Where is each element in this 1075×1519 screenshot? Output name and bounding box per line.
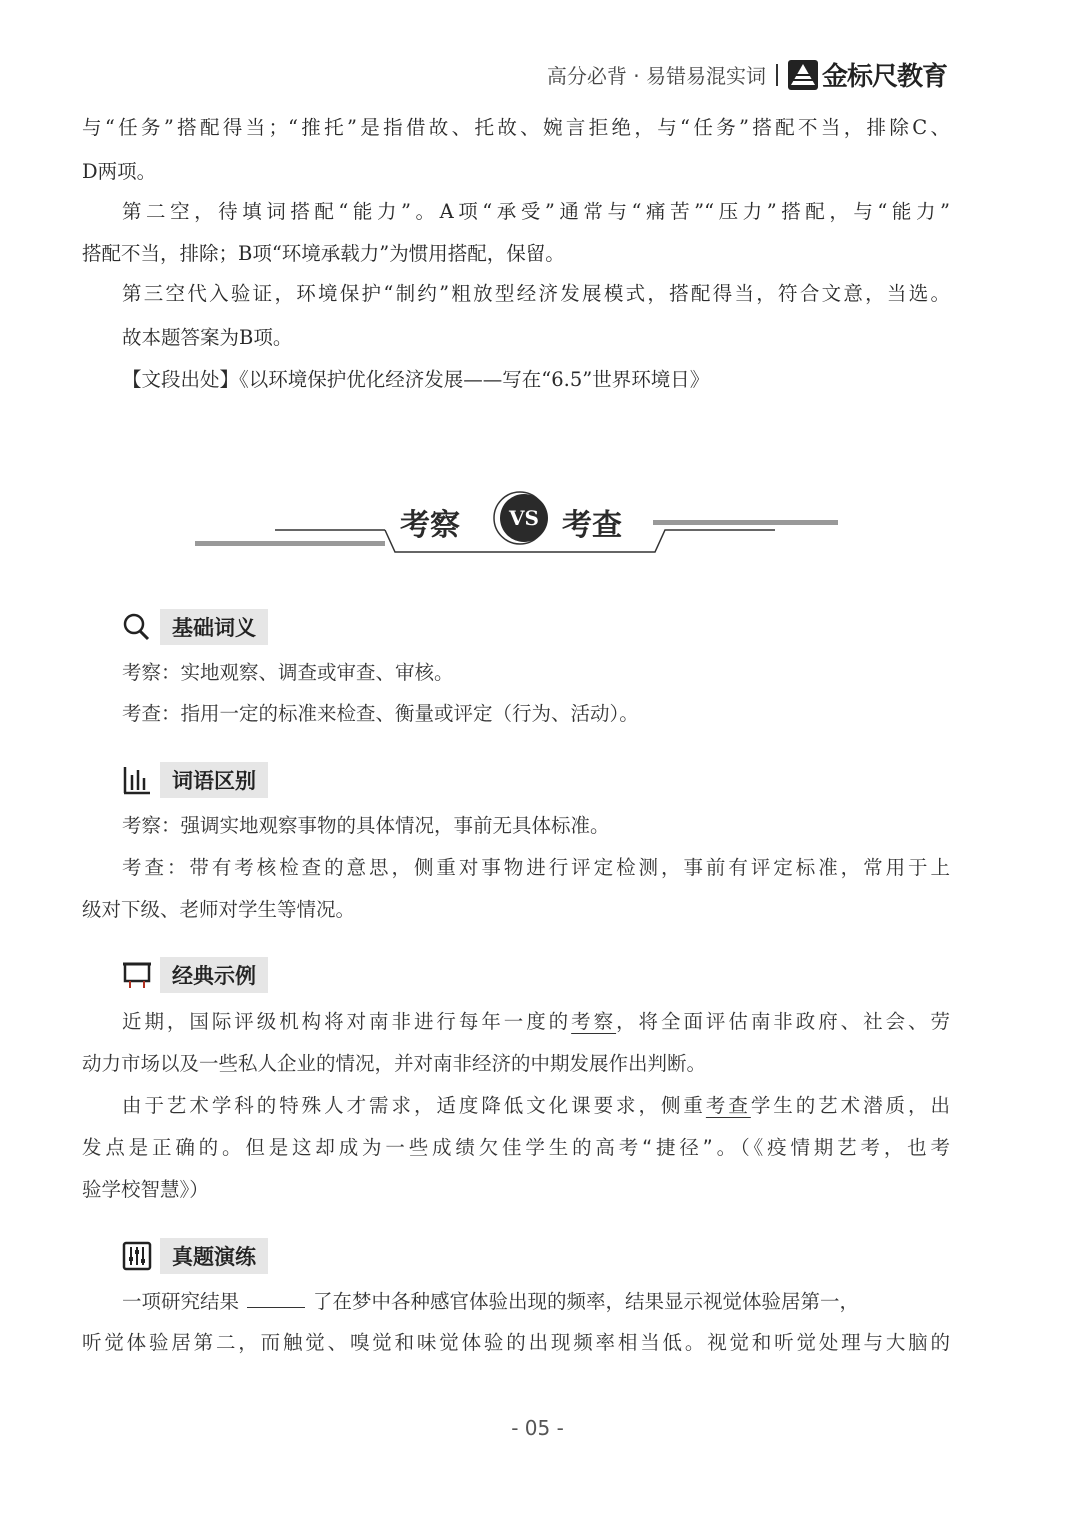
- section-title: 经典示例: [160, 957, 268, 993]
- answer-p2-line2: 搭配不当，排除；B项“环境承载力”为惯用搭配，保留。: [82, 242, 565, 265]
- difference-line-3: 级对下级、老师对学生等情况。: [82, 898, 356, 921]
- example-1-line-2: 动力市场以及一些私人企业的情况，并对南非经济的中期发展作出判断。: [82, 1052, 707, 1075]
- magnifier-icon: [122, 612, 152, 642]
- example-2-line-2: 发点是正确的。但是这却成为一些成绩欠佳学生的高考“捷径”。（《疫情期艺考，也考: [82, 1136, 950, 1159]
- section-heading-examples: [122, 957, 268, 993]
- section-heading-meaning: [122, 609, 268, 645]
- practice-line-1: [122, 1289, 950, 1315]
- example-1-line-1: [122, 1009, 950, 1035]
- section-title: 基础词义: [160, 609, 268, 645]
- underlined-term: 考查: [705, 1094, 751, 1117]
- text: 近期，国际评级机构将对南非进行每年一度的: [122, 1010, 572, 1033]
- section-heading-difference: [122, 762, 268, 798]
- underlined-term: 考察: [571, 1010, 617, 1033]
- difference-line-1: 考察：强调实地观察事物的具体情况，事前无具体标准。: [122, 814, 610, 837]
- text: 由于艺术学科的特殊人才需求，适度降低文化课要求，侧重: [122, 1094, 706, 1117]
- difference-line-2: 考查：带有考核检查的意思，侧重对事物进行评定检测，事前有评定标准，常用于上: [122, 856, 950, 879]
- answer-p4: 故本题答案为B项。: [122, 326, 293, 349]
- brand-logo: [788, 56, 947, 93]
- brand-name: 金标尺教育: [821, 62, 947, 92]
- meaning-line-1: 考察：实地观察、调查或审查、审核。: [122, 661, 454, 684]
- answer-p1-line1: 与“任务”搭配得当；“推托”是指借故、托故、婉言拒绝，与“任务”搭配不当，排除C、: [82, 116, 950, 139]
- presentation-board-icon: [122, 960, 152, 990]
- vs-badge: VS: [509, 506, 539, 530]
- answer-source: 【文段出处】《以环境保护优化经济发展——写在“6.5”世界环境日》: [122, 368, 710, 391]
- section-heading-practice: [122, 1238, 268, 1274]
- section-title: 真题演练: [160, 1238, 268, 1274]
- header-divider: [776, 64, 778, 86]
- running-header: [547, 56, 947, 93]
- fill-in-blank: [247, 1289, 305, 1308]
- text: 了在梦中各种感官体验出现的频率，结果显示视觉体验居第一，: [313, 1290, 860, 1313]
- text: 一项研究结果: [122, 1290, 240, 1313]
- pyramid-logo-icon: [788, 60, 818, 90]
- text: 学生的艺术潜质，出: [750, 1094, 950, 1117]
- meaning-line-2: 考查：指用一定的标准来检查、衡量或评定（行为、活动）。: [122, 702, 639, 725]
- text: ，将全面评估南非政府、社会、劳: [616, 1010, 950, 1033]
- bar-chart-icon: [122, 765, 152, 795]
- answer-p1-line2: D两项。: [82, 160, 157, 183]
- example-2-line-1: [122, 1093, 950, 1119]
- section-title: 词语区别: [160, 762, 268, 798]
- answer-p2-line1: 第二空，待填词搭配“能力”。A项“承受”通常与“痛苦”“压力”搭配，与“能力”: [122, 200, 950, 223]
- banner-word-b: 考查: [562, 508, 622, 543]
- book-title: 高分必背 · 易错易混实词: [546, 64, 766, 88]
- example-2-line-3: 验学校智慧》）: [82, 1178, 209, 1201]
- practice-line-2: 听觉体验居第二，而触觉、嗅觉和味觉体验的出现频率相当低。视觉和听觉处理与大脑的: [82, 1331, 950, 1354]
- page-number: - 05 -: [511, 1416, 564, 1440]
- sliders-icon: [122, 1241, 152, 1271]
- banner-word-a: 考察: [400, 508, 460, 543]
- answer-p3: 第三空代入验证，环境保护“制约”粗放型经济发展模式，搭配得当，符合文意，当选。: [122, 282, 950, 305]
